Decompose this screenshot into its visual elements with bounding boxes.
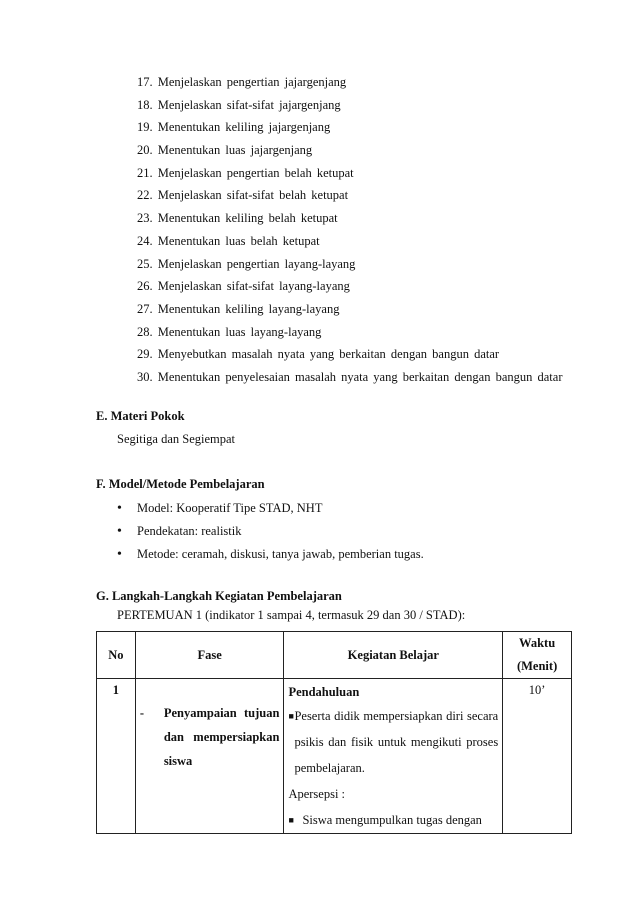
section-g-subheading: PERTEMUAN 1 (indikator 1 sampai 4, termasuk 29 dan 30 / STAD):: [117, 608, 466, 622]
section-g-heading: G. Langkah-Langkah Kegiatan Pembelajaran: [96, 589, 342, 603]
header-kegiatan: Kegiatan Belajar: [284, 632, 503, 679]
indicator-item: 29. Menyebutkan masalah nyata yang berkaitan dengan bangun datar: [137, 347, 500, 362]
bullet-item: • Pendekatan: realistik: [117, 520, 424, 543]
indicator-item: 24. Menentukan luas belah ketupat: [137, 233, 320, 248]
indicator-item: 19. Menentukan keliling jajargenjang: [137, 120, 331, 135]
section-f-heading: F. Model/Metode Pembelajaran: [96, 477, 265, 491]
section-e-body: Segitiga dan Segiempat: [117, 432, 236, 446]
indicator-list: [137, 71, 597, 389]
indicator-item: 23. Menentukan keliling belah ketupat: [137, 211, 338, 226]
indicator-item: 26. Menjelaskan sifat-sifat layang-layang: [137, 279, 350, 294]
square-bullet-icon: ■: [288, 815, 294, 825]
cell-kegiatan: Pendahuluan ■ Peserta didik mempersiapkan diri secara psikis dan fisik untuk mengikuti proses pembelajaran. Apersepsi : ■ Siswa mengumpulkan tugas dengan: [284, 679, 503, 834]
cell-waktu: 10’: [503, 679, 572, 834]
section-e-heading: E. Materi Pokok: [96, 409, 185, 423]
cell-no: 1: [97, 679, 136, 834]
indicator-item: 21. Menjelaskan pengertian belah ketupat: [137, 165, 354, 180]
method-bullets: [117, 497, 424, 566]
indicator-item: 30. Menentukan penyelesaian masalah nyata yang berkaitan dengan bangun datar: [137, 369, 563, 384]
table-header-row: [97, 632, 572, 679]
cell-fase: - Penyampaian tujuan dan mempersiapkan siswa: [135, 679, 284, 834]
bullet-icon: •: [117, 547, 122, 562]
indicator-item: 18. Menjelaskan sifat-sifat jajargenjang: [137, 97, 341, 112]
indicator-item: 28. Menentukan luas layang-layang: [137, 324, 322, 339]
header-no: No: [97, 632, 136, 679]
table-row: [97, 679, 572, 834]
bullet-icon: •: [117, 524, 122, 539]
bullet-item: • Metode: ceramah, diskusi, tanya jawab, pemberian tugas.: [117, 543, 424, 566]
header-waktu: Waktu (Menit): [503, 632, 572, 679]
bullet-icon: •: [117, 501, 122, 516]
indicator-item: 22. Menjelaskan sifat-sifat belah ketupat: [137, 188, 349, 203]
indicator-item: 27. Menentukan keliling layang-layang: [137, 301, 340, 316]
bullet-item: • Model: Kooperatif Tipe STAD, NHT: [117, 497, 424, 520]
indicator-item: 17. Menjelaskan pengertian jajargenjang: [137, 75, 347, 89]
header-fase: Fase: [135, 632, 284, 679]
indicator-item: 25. Menjelaskan pengertian layang-layang: [137, 256, 356, 271]
activity-table: [96, 631, 572, 834]
square-bullet-icon: ■: [288, 711, 294, 721]
indicator-item: 20. Menentukan luas jajargenjang: [137, 143, 313, 158]
